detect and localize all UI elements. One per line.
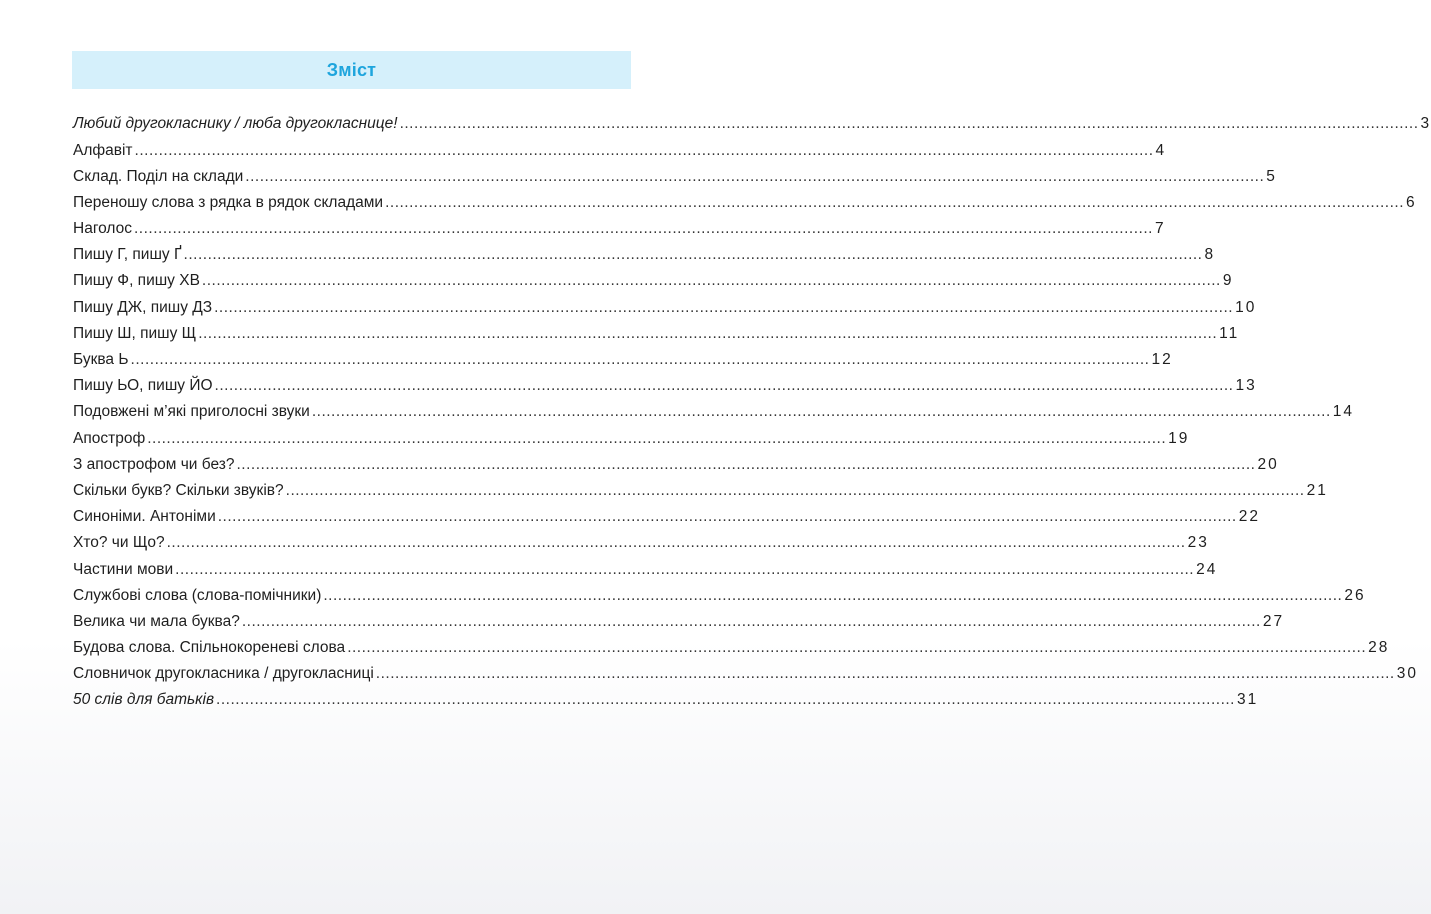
toc-dot-leader xyxy=(286,483,1305,499)
toc-dot-leader xyxy=(236,457,1255,473)
toc-entry-page-number: 9 xyxy=(1222,272,1234,290)
toc-entry-page-number: 31 xyxy=(1237,691,1259,709)
toc-dot-leader xyxy=(400,116,1419,132)
toc-entry-label: Переношу слова з рядка в рядок складами xyxy=(73,193,384,211)
toc-dot-leader xyxy=(245,169,1264,185)
toc-entry[interactable] xyxy=(73,582,1366,608)
toc-entry-page-number: 19 xyxy=(1168,429,1190,447)
toc-entry-page-number: 20 xyxy=(1257,455,1279,473)
toc-entry-label: Пишу Г, пишу Ґ xyxy=(73,246,182,264)
toc-entry[interactable] xyxy=(73,268,1234,294)
toc-entry[interactable] xyxy=(73,216,1166,242)
toc-dot-leader xyxy=(147,431,1166,447)
toc-dot-leader xyxy=(184,247,1203,263)
toc-entry-page-number: 28 xyxy=(1368,639,1390,657)
toc-entry-page-number: 14 xyxy=(1332,403,1355,421)
toc-entry-label: Пишу ДЖ, пишу ДЗ xyxy=(73,298,213,316)
toc-entry[interactable] xyxy=(73,373,1257,399)
toc-entry[interactable] xyxy=(73,609,1285,635)
toc-entry-page-number: 5 xyxy=(1266,167,1277,185)
toc-dot-leader xyxy=(202,273,1221,289)
toc-dot-leader xyxy=(175,562,1194,578)
toc-dot-leader xyxy=(216,692,1235,708)
toc-entry-label: Скільки букв? Скільки звуків? xyxy=(73,481,284,499)
toc-entry[interactable] xyxy=(73,321,1240,347)
toc-entry[interactable] xyxy=(73,504,1260,530)
toc-entry[interactable] xyxy=(73,137,1167,163)
toc-entry-page-number: 4 xyxy=(1155,141,1167,159)
toc-entry-page-number: 30 xyxy=(1396,665,1418,683)
toc-entry[interactable] xyxy=(73,530,1209,556)
toc-entry-page-number: 26 xyxy=(1344,586,1366,604)
toc-entry-label: Пишу Ш, пишу Щ xyxy=(73,324,197,342)
toc-entry[interactable] xyxy=(73,399,1355,425)
contents-title: Зміст xyxy=(326,59,377,80)
toc-dot-leader xyxy=(131,352,1150,368)
contents-header-bar xyxy=(72,51,631,89)
toc-entry-label: Склад. Поділ на склади xyxy=(73,167,244,185)
toc-dot-leader xyxy=(135,143,1154,159)
toc-entry-label: 50 слів для батьків xyxy=(73,691,215,709)
toc-entry[interactable] xyxy=(73,242,1216,268)
toc-entry[interactable] xyxy=(73,635,1390,661)
toc-entry-label: Хто? чи Що? xyxy=(73,534,165,552)
toc-entry-label: Любий другокласнику / люба другокласнице! xyxy=(73,115,398,133)
toc-entry-label: Службові слова (слова-помічники) xyxy=(73,586,322,604)
toc-entry-label: Велика чи мала буква? xyxy=(73,612,240,630)
toc-entry-page-number: 11 xyxy=(1219,324,1240,342)
toc-dot-leader xyxy=(312,404,1331,420)
toc-entry-page-number: 10 xyxy=(1235,298,1257,316)
table-of-contents xyxy=(73,111,1431,713)
toc-entry-page-number: 6 xyxy=(1406,193,1417,211)
toc-entry[interactable] xyxy=(73,294,1257,320)
toc-entry[interactable] xyxy=(73,556,1218,582)
toc-dot-leader xyxy=(323,588,1342,604)
toc-entry-label: Синоніми. Антоніми xyxy=(73,508,216,526)
toc-entry[interactable] xyxy=(73,190,1417,216)
toc-entry[interactable] xyxy=(73,478,1328,504)
toc-entry[interactable] xyxy=(73,163,1277,189)
toc-entry-label: З апострофом чи без? xyxy=(73,455,235,473)
toc-dot-leader xyxy=(198,326,1217,342)
toc-entry-label: Наголос xyxy=(73,220,132,238)
toc-entry-page-number: 23 xyxy=(1187,534,1209,552)
toc-entry-label: Апостроф xyxy=(73,429,146,447)
toc-entry-page-number: 21 xyxy=(1306,481,1328,499)
toc-entry-label: Пишу Ф, пишу ХВ xyxy=(73,272,200,290)
toc-dot-leader xyxy=(385,195,1404,211)
toc-dot-leader xyxy=(134,221,1153,237)
toc-entry[interactable] xyxy=(73,111,1431,137)
toc-entry[interactable] xyxy=(73,425,1190,451)
toc-entry[interactable] xyxy=(73,687,1259,713)
toc-entry-page-number: 7 xyxy=(1154,220,1166,238)
toc-entry[interactable] xyxy=(73,451,1279,477)
toc-dot-leader xyxy=(376,666,1395,682)
toc-dot-leader xyxy=(215,378,1234,394)
toc-entry[interactable] xyxy=(73,347,1173,373)
toc-dot-leader xyxy=(242,614,1261,630)
toc-entry-label: Пишу ЬО, пишу ЙО xyxy=(73,377,213,395)
toc-dot-leader xyxy=(167,535,1186,551)
toc-entry-page-number: 22 xyxy=(1238,508,1260,526)
toc-dot-leader xyxy=(218,509,1237,525)
toc-entry-label: Словничок другокласника / другокласниці xyxy=(73,665,374,683)
toc-entry[interactable] xyxy=(73,661,1418,687)
toc-dot-leader xyxy=(214,300,1233,316)
toc-entry-label: Частини мови xyxy=(73,560,174,578)
toc-entry-page-number: 8 xyxy=(1204,246,1216,264)
toc-entry-label: Подовжені м’які приголосні звуки xyxy=(73,403,310,421)
toc-entry-page-number: 27 xyxy=(1262,612,1285,630)
toc-entry-page-number: 12 xyxy=(1151,351,1173,369)
toc-entry-page-number: 24 xyxy=(1196,560,1218,578)
toc-entry-label: Буква Ь xyxy=(73,351,129,369)
toc-dot-leader xyxy=(347,640,1366,656)
toc-entry-label: Будова слова. Спільнокореневі слова xyxy=(73,639,346,657)
toc-entry-page-number: 13 xyxy=(1235,377,1257,395)
toc-entry-label: Алфавіт xyxy=(73,141,133,159)
toc-entry-page-number: 3 xyxy=(1420,115,1431,133)
